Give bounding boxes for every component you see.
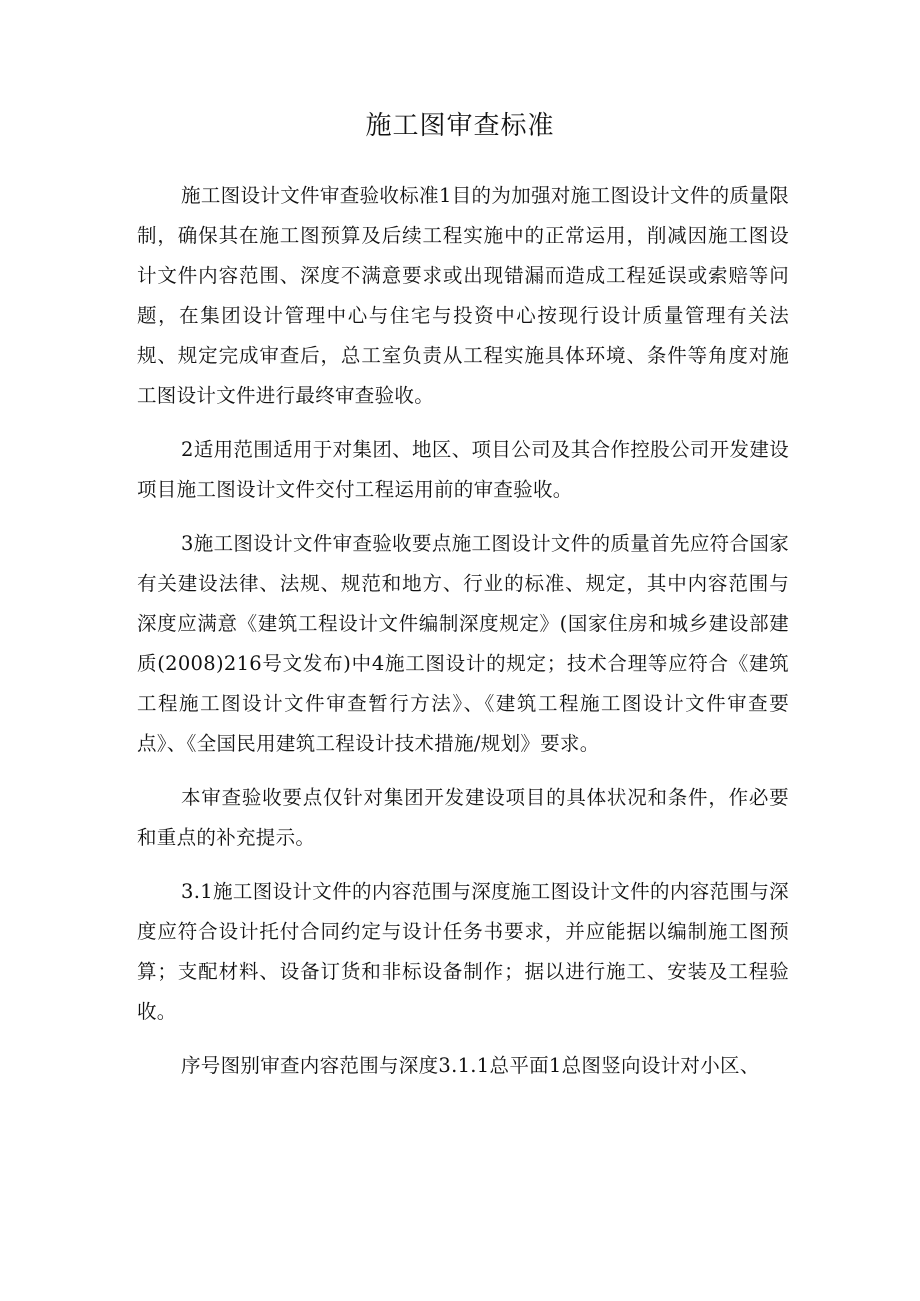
paragraph-content-depth: 3.1施工图设计文件的内容范围与深度施工图设计文件的内容范围与深度应符合设计托付合同约定与设计任务书要求，并应能据以编制施工图预算；支配材料、设备订货和非标设备制作；据以进行施工、安装及工程验收。	[137, 880, 789, 1023]
paragraph-supplement: 本审查验收要点仅针对集团开发建设项目的具体状况和条件，作必要和重点的补充提示。	[137, 786, 789, 849]
document-body	[137, 176, 789, 1100]
paragraph-purpose: 施工图设计文件审查验收标准1目的为加强对施工图设计文件的质量限制，确保其在施工图预算及后续工程实施中的正常运用，削减因施工图设计文件内容范围、深度不满意要求或出现错漏而造成工程延误或索赔等问题，在集团设计管理中心与住宅与投资中心按现行设计质量管理有关法规、规定完成审查后，总工室负责从工程实施具体环境、条件等角度对施工图设计文件进行最终审查验收。	[137, 184, 789, 407]
document-title: 施工图审查标准	[365, 111, 555, 141]
paragraph-scope: 2适用范围适用于对集团、地区、项目公司及其合作控股公司开发建设项目施工图设计文件交付工程运用前的审查验收。	[137, 438, 789, 501]
paragraph-review-points: 3施工图设计文件审查验收要点施工图设计文件的质量首先应符合国家有关建设法律、法规、规范和地方、行业的标准、规定，其中内容范围与深度应满意《建筑工程设计文件编制深度规定》(国家住房和城乡建设部建质(2008)216号文发布)中4施工图设计的规定；技术合理等应符合《建筑工程施工图设计文件审查暂行方法》、《建筑工程施工图设计文件审查要点》、《全国民用建筑工程设计技术措施/规划》要求。	[137, 532, 789, 755]
paragraph-table-intro: 序号图别审查内容范围与深度3.1.1总平面1总图竖向设计对小区、	[181, 1054, 760, 1077]
